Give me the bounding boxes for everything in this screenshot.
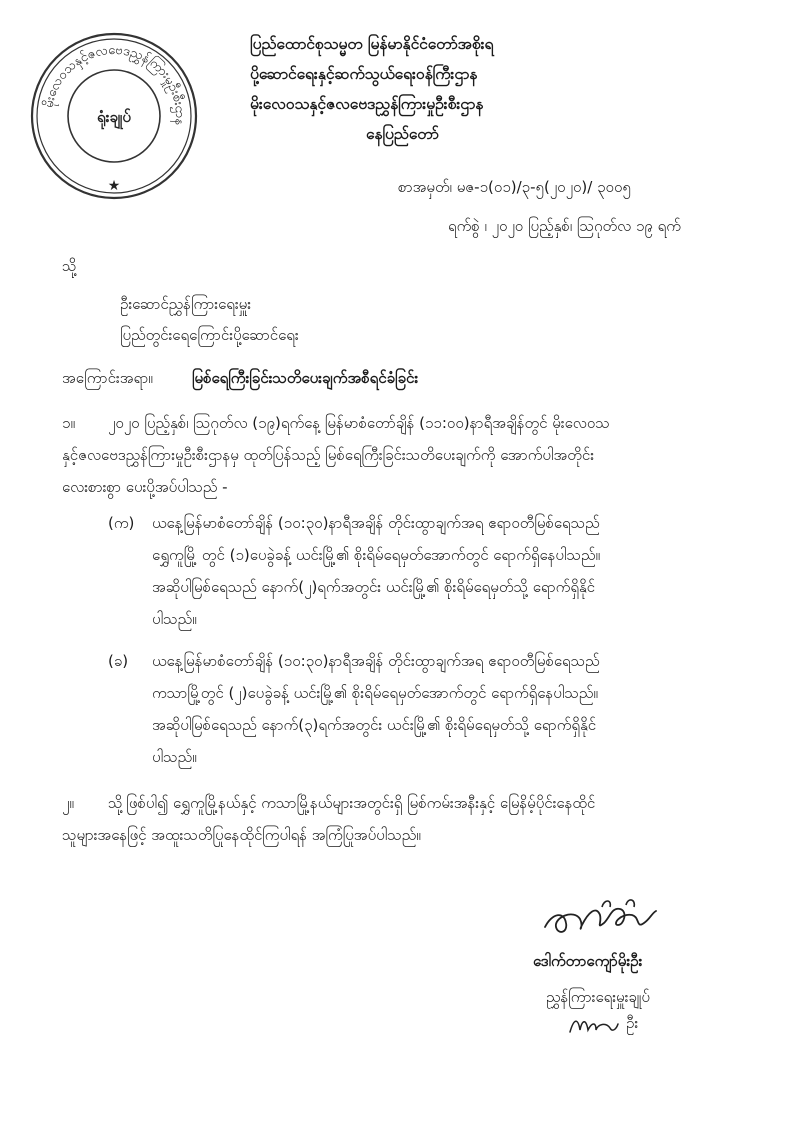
subject-label: အကြောင်းအရာ။ [62,369,153,387]
item-a-line: ပါသည်။ [152,610,197,628]
para1-line: ၂၀၂၀ ပြည့်နှစ်၊ ဩဂုတ်လ (၁၉)ရက်နေ့ မြန်မာစံတော်ချိန် (၁၁:၀၀)နာရီအချိန်တွင် မိုးလေဝသ [108,414,610,432]
para2-line: သူများအနေဖြင့် အထူးသတိပြုနေထိုင်ကြပါရန် အကြံပြုအပ်ပါသည်။ [62,826,421,844]
seal-star-icon: ★ [107,178,121,194]
para2-number: ၂။ [62,794,74,812]
header-department: မိုးလေဝသနှင့်ဇလဗေဒညွှန်ကြားမှုဦးစီးဌာန [250,95,484,113]
subject-text: မြစ်ရေကြီးခြင်းသတိပေးချက်အစီရင်ခံခြင်း [192,369,419,387]
initial-mark: ဦး [626,1014,639,1032]
recipient-organization: ပြည်တွင်းရေကြောင်းပို့ဆောင်ရေး [120,326,299,344]
para1-number: ၁။ [62,414,75,432]
item-b-line: အဆိုပါမြစ်ရေသည် နောက်(၃)ရက်အတွင်း ယင်းမြို့၏ စိုးရိမ်ရေမှတ်သို့ ရောက်ရှိနိုင် [152,716,597,734]
department-seal-icon [28,30,200,202]
header-ministry: ပို့ဆောင်ရေးနှင့်ဆက်သွယ်ရေးဝန်ကြီးဌာန [250,65,478,83]
letter-number: စာအမှတ်၊ မဇ-၁(၀၁)/၃-၅(၂၀၂၀)/ ၃၀၀၅ [398,178,631,196]
para1-line: လေးစားစွာ ပေးပို့အပ်ပါသည် - [62,478,228,496]
para2-line: သို့ဖြစ်ပါ၍ ရွှေကူမြို့နယ်နှင့် ကသာမြို့နယ်များအတွင်းရှိ မြစ်ကမ်းအနီးနှင့် မြေနိမ့်ပိုင်းနေထိုင် [108,794,596,812]
item-b-line: ယနေ့မြန်မာစံတော်ချိန် (၁၀:၃၀)နာရီအချိန် တိုင်းထွာချက်အရ ဧရာဝတီမြစ်ရေသည် [152,652,600,670]
signatory-title: ညွှန်ကြားရေးမှူးချုပ် [546,988,650,1006]
item-b-line: ပါသည်။ [152,748,197,766]
letter-date: ရက်စွဲ ၊ ၂၀၂၀ ပြည့်နှစ်၊ ဩဂုတ်လ ၁၉ ရက် [448,217,681,235]
item-b-line: ကသာမြို့တွင် (၂)ပေခွဲခန့် ယင်းမြို့၏ စိုးရိမ်ရေမှတ်အောက်တွင် ရောက်ရှိနေပါသည်။ [152,684,598,702]
initial-scribble [566,1012,622,1038]
seal-center-text: ရုံးချုပ် [97,108,131,126]
item-a-line: အဆိုပါမြစ်ရေသည် နောက်(၂)ရက်အတွင်း ယင်းမြို့၏ စိုးရိမ်ရေမှတ်သို့ ရောက်ရှိနိုင် [152,578,595,596]
signatory-name: ဒေါက်တာကျော်မိုးဦး [533,952,643,970]
seal-ring-text: မိုးလေဝသနှင့်ဇလဗေဒညွှန်ကြားမှုဦးစီးဌာန [41,42,188,126]
header-city: နေပြည်တော် [366,125,439,143]
item-a-line: ရွှေကူမြို့ တွင် (၁)ပေခွဲခန့် ယင်းမြို့၏ စိုးရိမ်ရေမှတ်အောက်တွင် ရောက်ရှိနေပါသည်။ [152,546,601,564]
para1-line: နှင့်ဇလဗေဒညွှန်ကြားမှုဦးစီးဌာနမှ ထုတ်ပြန်သည့် မြစ်ရေကြီးခြင်းသတိပေးချက်ကို အောက်ပါအတိုင်း [62,446,595,464]
to-label: သို့ [62,257,77,275]
item-b-marker: (ခ) [108,652,129,670]
header-government: ပြည်ထောင်စုသမ္မတ မြန်မာနိုင်ငံတော်အစိုးရ [250,35,494,53]
item-a-marker: (က) [108,514,135,532]
item-a-line: ယနေ့မြန်မာစံတော်ချိန် (၁၀:၃၀)နာရီအချိန် တိုင်းထွာချက်အရ ဧရာဝတီမြစ်ရေသည် [152,514,600,532]
recipient-title: ဦးဆောင်ညွှန်ကြားရေးမှူး [120,295,252,313]
handwritten-signature [540,895,660,945]
